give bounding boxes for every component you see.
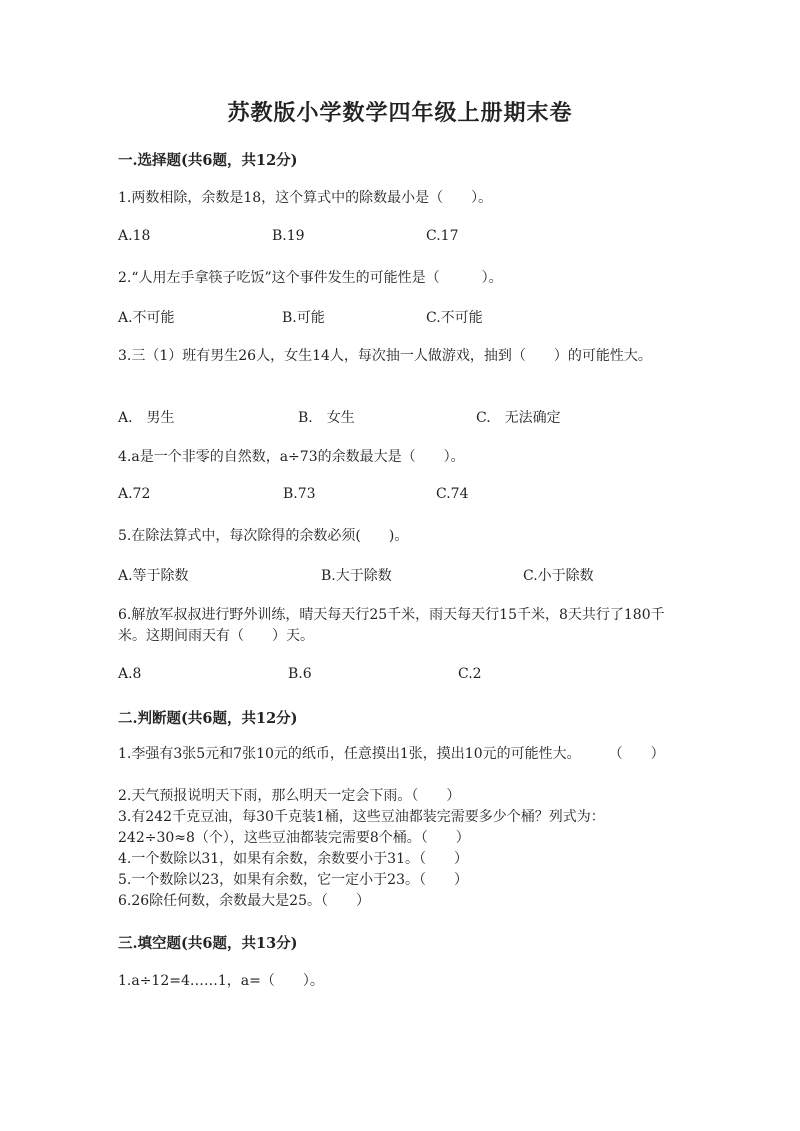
option-a: A. 男生	[118, 410, 175, 426]
option-c: C.不可能	[426, 310, 483, 326]
option-c: C. 无法确定	[476, 410, 561, 426]
question-text: 3.三（1）班有男生26人，女生14人，每次抽一人做游戏，抽到（ ）的可能性大。	[118, 348, 652, 364]
question-options	[118, 486, 678, 507]
option-a: A.18	[118, 228, 151, 244]
true-false-item: 2.天气预报说明天下雨，那么明天一定会下雨。（ ）	[118, 788, 461, 804]
true-false-item: 4.一个数除以31，如果有余数，余数要小于31。（ ）	[118, 851, 468, 867]
question-options	[118, 307, 678, 328]
question-text: 1.两数相除，余数是18，这个算式中的除数最小是（ ）。	[118, 190, 493, 206]
question-options	[118, 407, 678, 428]
question-options	[118, 666, 678, 687]
option-a: A.72	[118, 486, 151, 502]
question-options	[118, 565, 678, 586]
true-false-item: 5.一个数除以23，如果有余数，它一定小于23。（ ）	[118, 872, 468, 888]
option-c: C.74	[436, 486, 469, 502]
option-c: C.2	[458, 666, 482, 682]
question-text: 2.“人用左手拿筷子吃饭”这个事件发生的可能性是（ ）。	[118, 270, 503, 286]
section-heading-choice: 一.选择题(共6题，共12分)	[118, 152, 298, 169]
option-c: C.小于除数	[523, 568, 594, 584]
fill-blank-item: 1.a÷12=4……1，a=（ ）。	[118, 973, 324, 989]
option-a: A.等于除数	[118, 568, 189, 584]
option-b: B.6	[288, 666, 312, 682]
section-heading-fill-blank: 三.填空题(共6题，共13分)	[118, 935, 298, 952]
option-b: B.可能	[282, 310, 325, 326]
question-text: 6.解放军叔叔进行野外训练，晴天每天行25千米，雨天每天行15千米，8天共行了180千米。这期间雨天有（ ）天。	[118, 607, 665, 644]
option-a: A.不可能	[118, 310, 175, 326]
option-b: B.19	[272, 228, 305, 244]
question-text: 5.在除法算式中，每次除得的余数必须( )。	[118, 528, 409, 544]
question-options	[118, 228, 678, 249]
option-b: B.73	[283, 486, 316, 502]
true-false-item: 3.有242千克豆油，每30千克装1桶，这些豆油都装完需要多少个桶？列式为：242÷30≈8（个），这些豆油都装完需要8个桶。（ ）	[118, 809, 605, 846]
true-false-item: 6.26除任何数，余数最大是25。（ ）	[118, 893, 370, 909]
option-a: A.8	[118, 666, 142, 682]
option-c: C.17	[426, 228, 459, 244]
page-title: 苏教版小学数学四年级上册期末卷	[227, 100, 573, 126]
section-heading-true-false: 二.判断题(共6题，共12分)	[118, 710, 298, 727]
question-text: 4.a是一个非零的自然数，a÷73的余数最大是（ ）。	[118, 449, 465, 465]
option-b: B.大于除数	[321, 568, 392, 584]
option-b: B. 女生	[298, 410, 355, 426]
true-false-item: 1.李强有3张5元和7张10元的纸币，任意摸出1张，摸出10元的可能性大。 （ ）	[118, 746, 665, 762]
